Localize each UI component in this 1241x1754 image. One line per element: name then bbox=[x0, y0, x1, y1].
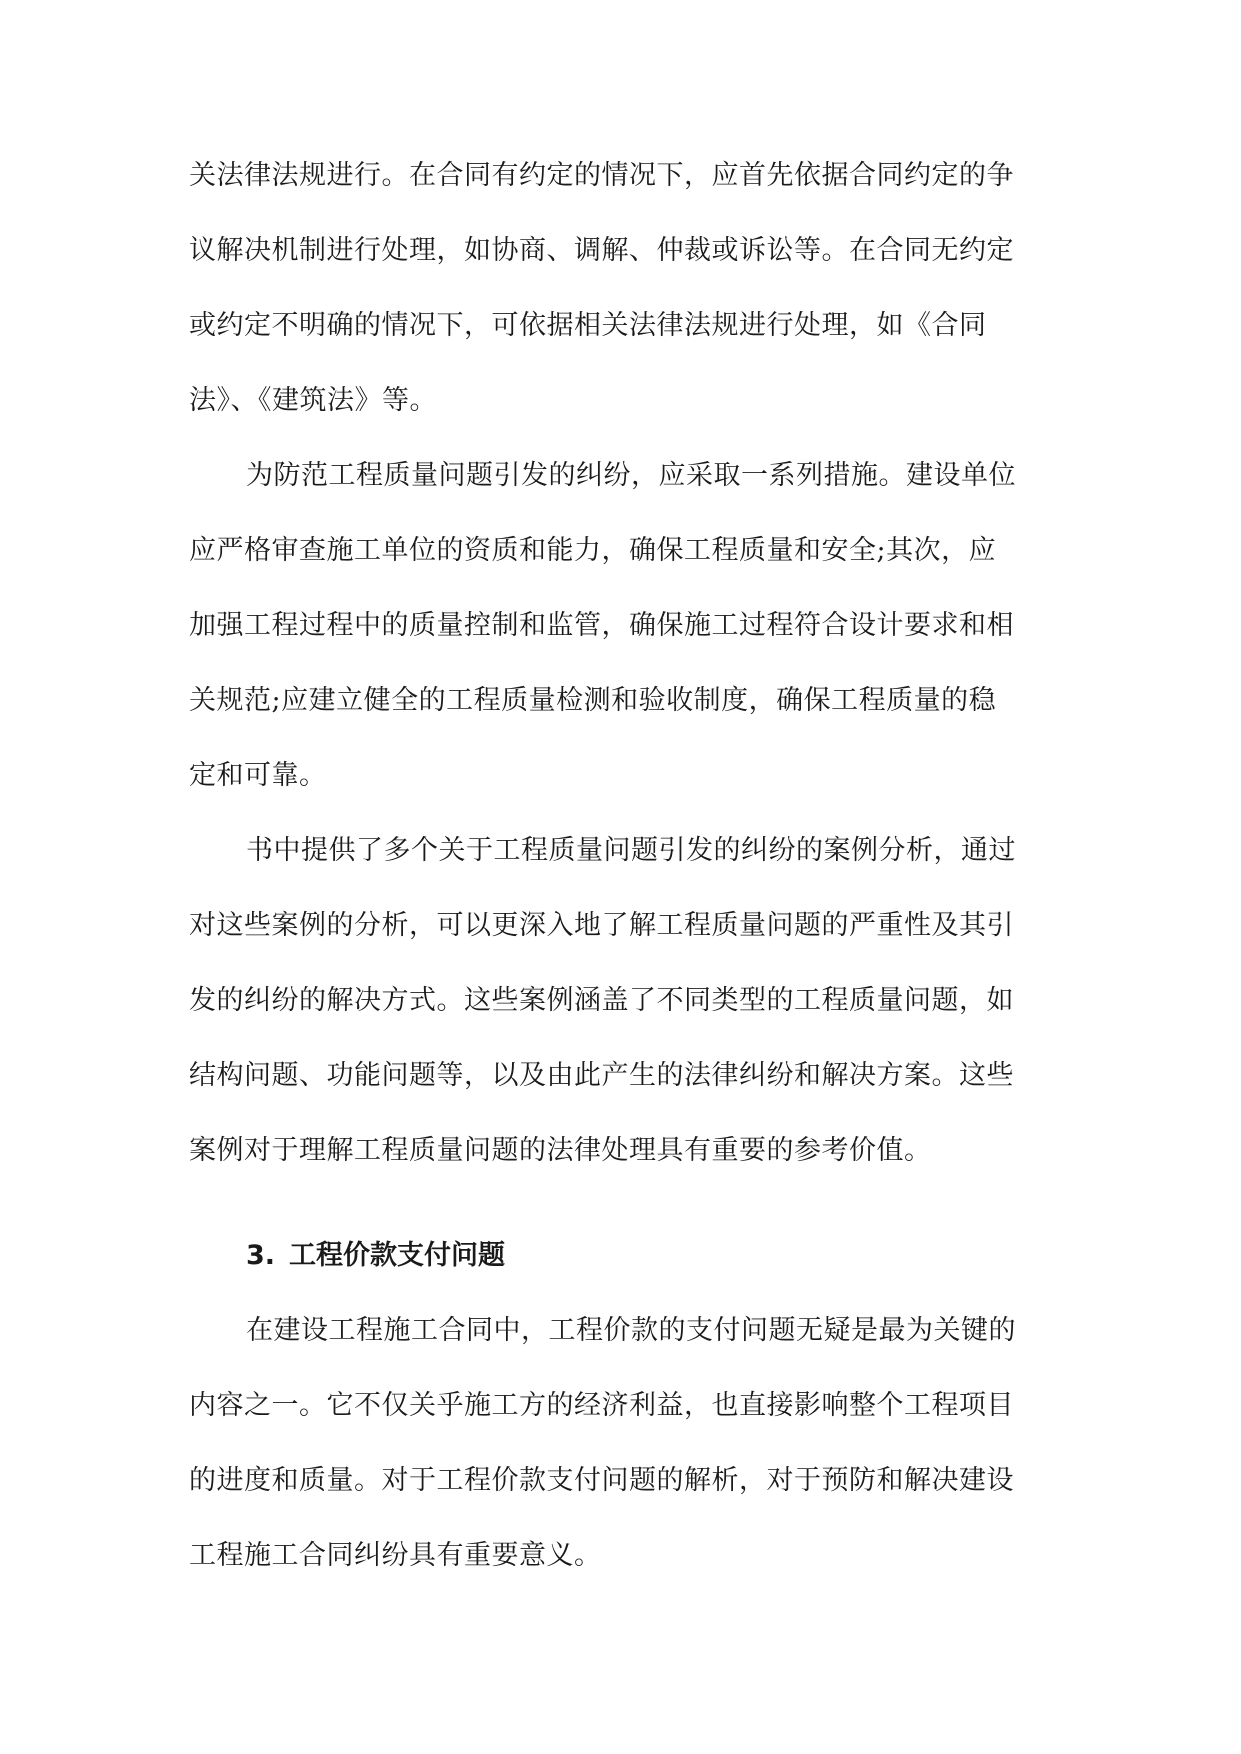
paragraph-line: 书中提供了多个关于工程质量问题引发的纠纷的案例分析，通过 bbox=[246, 835, 1016, 866]
paragraph-line: 的进度和质量。对于工程价款支付问题的解析，对于预防和解决建设 bbox=[189, 1465, 1014, 1496]
paragraph-line: 加强工程过程中的质量控制和监管，确保施工过程符合设计要求和相 bbox=[189, 610, 1014, 641]
paragraph-line: 议解决机制进行处理，如协商、调解、仲裁或诉讼等。在合同无约定 bbox=[189, 235, 1014, 266]
paragraph-line: 发的纠纷的解决方式。这些案例涵盖了不同类型的工程质量问题，如 bbox=[189, 985, 1014, 1016]
paragraph-line: 定和可靠。 bbox=[189, 760, 327, 791]
paragraph-line: 内容之一。它不仅关乎施工方的经济利益，也直接影响整个工程项目 bbox=[189, 1390, 1014, 1421]
section-number: 3. bbox=[246, 1240, 276, 1271]
paragraph-line: 为防范工程质量问题引发的纠纷，应采取一系列措施。建设单位 bbox=[246, 460, 1016, 491]
paragraph-line: 案例对于理解工程质量问题的法律处理具有重要的参考价值。 bbox=[189, 1135, 932, 1166]
paragraph bbox=[189, 438, 1051, 813]
paragraph bbox=[189, 1293, 1051, 1593]
document-page bbox=[189, 138, 1051, 1593]
paragraph-line: 或约定不明确的情况下，可依据相关法律法规进行处理，如《合同 bbox=[189, 310, 987, 341]
paragraph-line: 结构问题、功能问题等，以及由此产生的法律纠纷和解决方案。这些 bbox=[189, 1060, 1014, 1091]
section-title: 工程价款支付问题 bbox=[289, 1240, 506, 1271]
paragraph bbox=[189, 813, 1051, 1188]
paragraph-line: 在建设工程施工合同中，工程价款的支付问题无疑是最为关键的 bbox=[246, 1315, 1016, 1346]
paragraph-line: 法》、《建筑法》等。 bbox=[189, 385, 437, 416]
paragraph-line: 对这些案例的分析，可以更深入地了解工程质量问题的严重性及其引 bbox=[189, 910, 1014, 941]
paragraph-line: 关法律法规进行。在合同有约定的情况下，应首先依据合同约定的争 bbox=[189, 160, 1014, 191]
paragraph-line: 应严格审查施工单位的资质和能力，确保工程质量和安全;其次，应 bbox=[189, 535, 997, 566]
paragraph bbox=[189, 138, 1051, 438]
section-heading bbox=[189, 1218, 1051, 1293]
paragraph-line: 工程施工合同纠纷具有重要意义。 bbox=[189, 1540, 602, 1571]
paragraph-line: 关规范;应建立健全的工程质量检测和验收制度，确保工程质量的稳 bbox=[189, 685, 997, 716]
